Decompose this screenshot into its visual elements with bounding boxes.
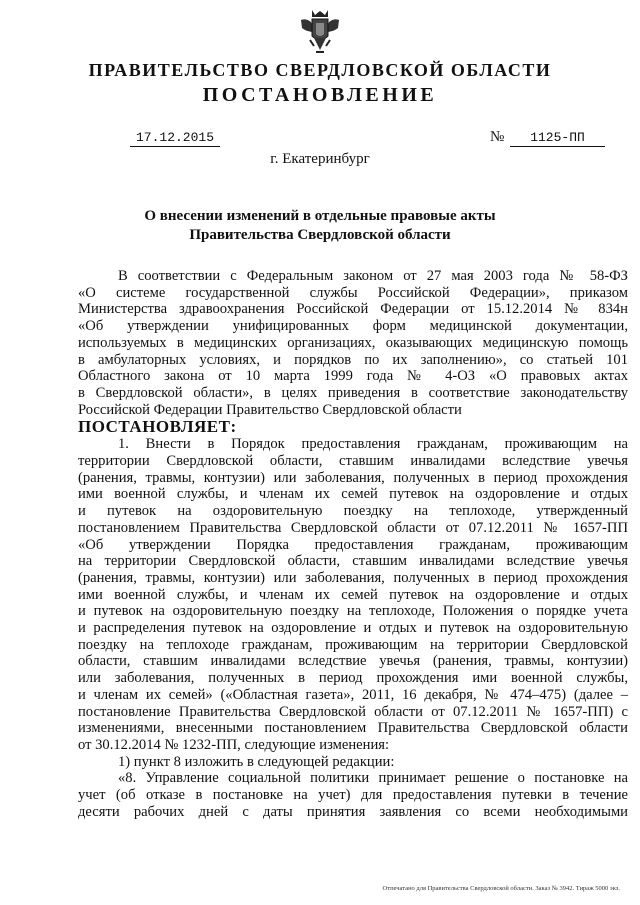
document-date: 17.12.2015 bbox=[130, 130, 220, 147]
document-number: 1125-ПП bbox=[510, 130, 605, 147]
preamble-line: используемых в медицинских организациях, оказывающих медицинскую помощь bbox=[78, 334, 628, 351]
item-line: ими военной службы, и членам их семей путевок на оздоровление и отдых bbox=[78, 486, 628, 503]
resolve-heading: ПОСТАНОВЛЯЕТ: bbox=[78, 417, 237, 437]
item-line: постановлением Правительства Свердловской области от 07.12.2011 № 1657-ПП bbox=[78, 519, 628, 536]
preamble-line: Российской Федерации Правительство Свердловской области bbox=[78, 401, 462, 418]
item-line: на территории Свердловской области, ставшим инвалидами вследствие увечья bbox=[78, 553, 628, 570]
item-line: территории Свердловской области, ставшим инвалидами вследствие увечья bbox=[78, 453, 628, 470]
item-line: «Об утверждении Порядка предоставления гражданам, проживающим bbox=[78, 536, 628, 553]
print-footer: Отпечатано для Правительства Свердловской области. Заказ № 3942. Тираж 5000 экз. bbox=[382, 885, 620, 892]
document-body bbox=[78, 268, 628, 821]
item-line: или заболевания, полученных в период прохождения ими военной службы, bbox=[78, 670, 628, 687]
government-name: ПРАВИТЕЛЬСТВО СВЕРДЛОВСКОЙ ОБЛАСТИ bbox=[88, 60, 552, 80]
item-line: от 30.12.2014 № 1232-ПП, следующие изменения: bbox=[78, 736, 390, 753]
number-sign: № bbox=[490, 129, 505, 145]
coat-of-arms-icon bbox=[298, 6, 342, 56]
item-line: изменениями, внесенными постановлением Правительства Свердловской области bbox=[78, 720, 628, 737]
subitem-line: 1) пункт 8 изложить в следующей редакции: bbox=[118, 753, 395, 770]
item-line: области, ставшим инвалидами вследствие увечья (ранения, травмы, контузии) bbox=[78, 653, 628, 670]
preamble-line: в амбулаторных условиях, и порядков по их заполнению», со статьей 101 bbox=[78, 351, 628, 368]
item-line: и путевок на оздоровительную поездку на теплоходе, Положения о порядке учета bbox=[78, 603, 628, 620]
preamble-line: в Свердловской области», в целях приведения в соответствие законодательству bbox=[78, 384, 628, 401]
item-line: поездку на теплоходе гражданам, проживающим на территории Свердловской bbox=[78, 636, 628, 653]
item-line: и членам их семей» («Областная газета», 2011, 16 декабря, № 474–475) (далее – bbox=[78, 686, 628, 703]
quote-line: «8. Управление социальной политики принимает решение о постановке на bbox=[118, 770, 628, 787]
title-line: О внесении изменений в отдельные правовые акты bbox=[144, 208, 496, 224]
preamble-line: «О системе государственной службы Российской Федерации», приказом bbox=[78, 284, 628, 301]
quote-line: учет (об отказе в постановке на учет) для предоставления путевки в течение bbox=[78, 787, 628, 804]
item-line: (ранения, травмы, контузии) или заболевания, полученных в период прохождения bbox=[78, 469, 628, 486]
document-city: г. Екатеринбург bbox=[270, 151, 370, 167]
item-line: ими военной службы, и членам их семей путевок на оздоровление и отдых bbox=[78, 586, 628, 603]
item-line: постановление Правительства Свердловской области от 07.12.2011 № 1657-ПП) с bbox=[78, 703, 628, 720]
item-line: и распределения путевок на оздоровление и отдых и путевок на оздоровительную bbox=[78, 620, 628, 637]
preamble-line: Областного закона от 10 марта 1999 года № 4-ОЗ «О правовых актах bbox=[78, 368, 628, 385]
item-line: (ранения, травмы, контузии) или заболевания, полученных в период прохождения bbox=[78, 569, 628, 586]
title-line: Правительства Свердловской области bbox=[189, 227, 451, 243]
preamble-line: «Об утверждении унифицированных форм медицинской документации, bbox=[78, 318, 628, 335]
preamble-line: В соответствии с Федеральным законом от 27 мая 2003 года № 58-ФЗ bbox=[118, 268, 628, 284]
item-line: и путевок на оздоровительную поездку на теплоходе, утвержденный bbox=[78, 503, 628, 520]
preamble-line: Министерства здравоохранения Российской Федерации от 15.12.2014 № 834н bbox=[78, 301, 628, 318]
document-title bbox=[0, 207, 640, 245]
quote-line: десяти рабочих дней с даты принятия заявления со всеми необходимыми bbox=[78, 803, 628, 820]
item-line: 1. Внести в Порядок предоставления гражданам, проживающим на bbox=[118, 436, 628, 453]
document-type: ПОСТАНОВЛЕНИЕ bbox=[202, 84, 438, 106]
